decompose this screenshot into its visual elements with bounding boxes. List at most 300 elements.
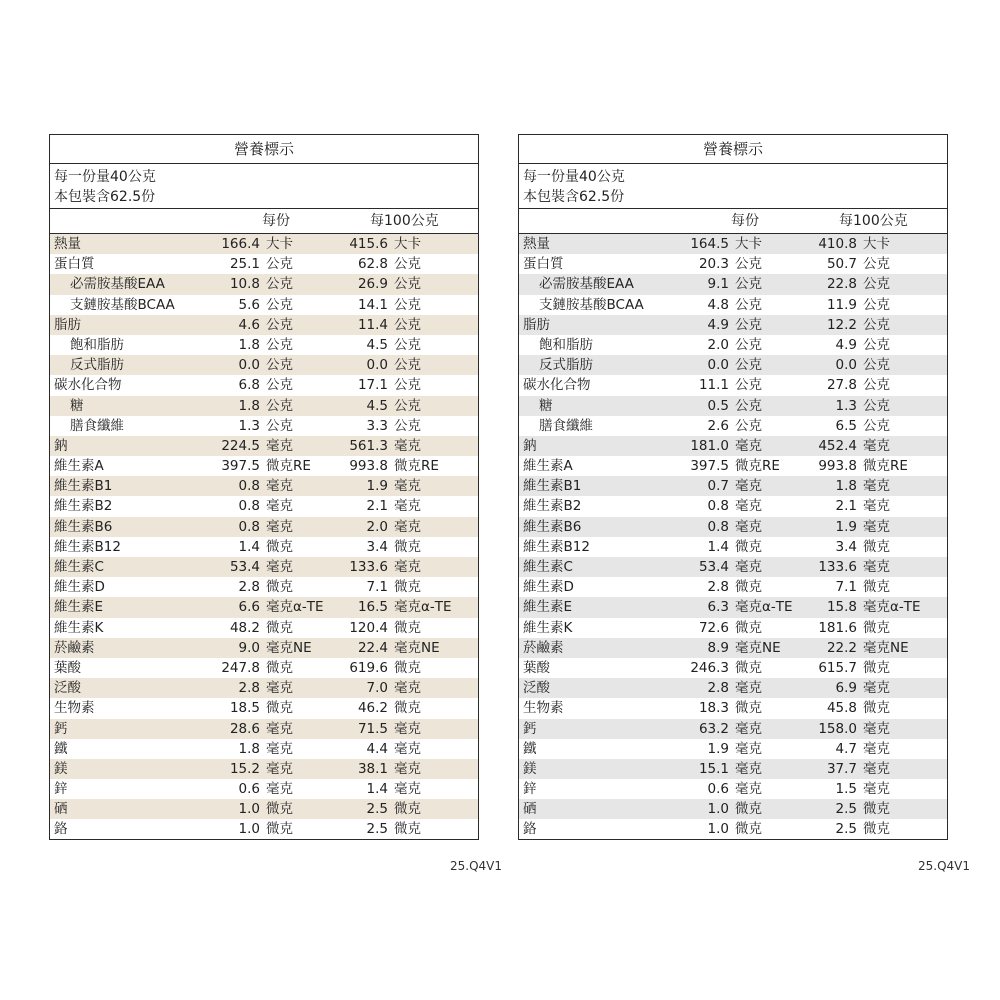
nutrient-row — [519, 759, 947, 779]
per-100g-value: 38.1 — [357, 760, 388, 777]
per-serving-unit: 微克 — [735, 659, 762, 676]
per-serving-unit: 毫克 — [266, 437, 293, 454]
nutrient-name: 維生素D — [523, 579, 574, 596]
per-serving-unit: 公克 — [735, 357, 762, 374]
per-serving-value: 5.6 — [238, 296, 260, 313]
per-100g-unit: 公克 — [863, 276, 890, 293]
per-serving-unit: 毫克 — [266, 740, 293, 757]
nutrient-row — [519, 537, 947, 557]
per-serving-unit: 毫克 — [735, 518, 762, 535]
per-100g-value: 3.4 — [366, 538, 388, 555]
nutrient-name: 鋅 — [54, 781, 68, 798]
per-100g-value: 22.2 — [826, 639, 857, 656]
nutrient-name: 碳水化合物 — [523, 377, 591, 394]
nutrient-row — [519, 618, 947, 638]
nutrient-name: 糖 — [70, 397, 84, 414]
nutrient-name: 鋅 — [523, 781, 537, 798]
nutrient-name: 鎂 — [54, 760, 68, 777]
nutrient-row — [519, 295, 947, 315]
per-serving-unit: 微克RE — [735, 458, 780, 475]
per-serving-value: 15.2 — [229, 760, 260, 777]
nutrient-name: 維生素B6 — [523, 518, 582, 535]
per-serving-value: 166.4 — [221, 236, 260, 252]
per-100g-unit: 毫克 — [394, 680, 421, 697]
nutrient-name: 熱量 — [523, 236, 550, 252]
nutrient-row — [519, 819, 947, 839]
per-100g-unit: 毫克NE — [394, 639, 440, 656]
nutrient-name: 維生素A — [523, 458, 573, 475]
per-100g-unit: 微克RE — [863, 458, 908, 475]
nutrient-row — [519, 739, 947, 759]
per-100g-value: 561.3 — [349, 437, 388, 454]
nutrient-row — [50, 496, 478, 516]
per-serving-unit: 微克 — [735, 619, 762, 636]
per-serving-unit: 毫克 — [266, 498, 293, 515]
nutrient-name: 鈉 — [54, 437, 68, 454]
nutrient-name: 菸鹼素 — [54, 639, 95, 656]
per-100g-unit: 毫克 — [394, 518, 421, 535]
per-100g-value: 0.0 — [366, 357, 388, 374]
per-serving-unit: 公克 — [266, 296, 293, 313]
per-serving-unit: 毫克 — [266, 720, 293, 737]
nutrient-name: 飽和脂肪 — [70, 336, 124, 353]
per-100g-unit: 公克 — [394, 256, 421, 273]
nutrient-name: 泛酸 — [523, 680, 550, 697]
nutrient-name: 維生素B2 — [523, 498, 582, 515]
per-serving-unit: 公克 — [735, 296, 762, 313]
nutrient-row — [519, 557, 947, 577]
per-serving-value: 0.8 — [707, 518, 729, 535]
nutrient-name: 碳水化合物 — [54, 377, 122, 394]
per-100g-value: 133.6 — [818, 559, 857, 575]
per-100g-unit: 公克 — [863, 417, 890, 434]
per-100g-unit: 公克 — [394, 417, 421, 434]
per-100g-value: 615.7 — [818, 659, 857, 676]
per-serving-unit: 微克 — [266, 538, 293, 555]
nutrient-name: 維生素B1 — [523, 478, 582, 495]
per-100g-value: 7.0 — [366, 680, 388, 697]
per-100g-unit: 微克 — [394, 700, 421, 717]
nutrient-row — [50, 739, 478, 759]
nutrient-name: 維生素K — [523, 619, 573, 636]
per-100g-unit: 公克 — [394, 357, 421, 374]
per-serving-unit: 微克 — [266, 579, 293, 596]
nutrient-row — [519, 274, 947, 294]
per-serving-value: 53.4 — [698, 559, 729, 575]
nutrient-rows — [519, 234, 947, 840]
per-100g-unit: 毫克 — [863, 437, 890, 454]
per-100g-value: 15.8 — [826, 599, 857, 616]
per-100g-unit: 微克 — [863, 579, 890, 596]
nutrient-name: 維生素B2 — [54, 498, 113, 515]
per-100g-value: 1.9 — [366, 478, 388, 495]
per-serving-unit: 微克 — [266, 659, 293, 676]
per-100g-value: 1.8 — [835, 478, 857, 495]
per-serving-value: 63.2 — [698, 720, 729, 737]
nutrient-row — [50, 759, 478, 779]
per-serving-unit: 公克 — [735, 336, 762, 353]
per-100g-unit: 微克RE — [394, 458, 439, 475]
nutrient-row — [519, 476, 947, 496]
col-per-serving: 每份 — [262, 213, 290, 229]
per-serving-value: 246.3 — [690, 659, 729, 676]
per-100g-value: 17.1 — [357, 377, 388, 394]
per-serving-value: 397.5 — [690, 458, 729, 475]
per-serving-value: 2.8 — [707, 680, 729, 697]
per-100g-value: 1.3 — [835, 397, 857, 414]
per-100g-unit: 微克 — [863, 821, 890, 838]
per-100g-value: 11.4 — [357, 316, 388, 333]
per-100g-value: 22.8 — [826, 276, 857, 293]
nutrient-rows — [50, 234, 478, 840]
per-serving-value: 9.1 — [707, 276, 729, 293]
per-100g-unit: 微克 — [863, 801, 890, 818]
per-serving-value: 1.0 — [707, 821, 729, 838]
version-code: 25.Q4V1 — [918, 859, 971, 873]
nutrient-row — [519, 234, 947, 254]
per-serving-value: 15.1 — [698, 760, 729, 777]
per-100g-value: 181.6 — [818, 619, 857, 636]
per-serving-value: 1.4 — [238, 538, 260, 555]
per-serving-value: 0.8 — [238, 498, 260, 515]
per-serving-value: 0.6 — [707, 781, 729, 798]
per-serving-unit: 微克 — [735, 579, 762, 596]
per-serving-value: 0.8 — [707, 498, 729, 515]
nutrient-row — [50, 295, 478, 315]
per-serving-unit: 公克 — [735, 276, 762, 293]
per-serving-unit: 公克 — [735, 397, 762, 414]
per-100g-value: 4.4 — [366, 740, 388, 757]
per-100g-value: 3.3 — [366, 417, 388, 434]
nutrient-name: 維生素B12 — [54, 538, 121, 555]
per-100g-unit: 毫克 — [863, 781, 890, 798]
per-100g-unit: 公克 — [394, 316, 421, 333]
per-100g-value: 158.0 — [818, 720, 857, 737]
per-100g-value: 993.8 — [349, 458, 388, 475]
nutrient-row — [50, 335, 478, 355]
per-100g-value: 2.5 — [366, 801, 388, 818]
per-serving-unit: 毫克α-TE — [266, 599, 324, 616]
per-100g-value: 2.5 — [366, 821, 388, 838]
per-100g-value: 6.5 — [835, 417, 857, 434]
nutrient-row — [519, 577, 947, 597]
per-serving-value: 18.5 — [229, 700, 260, 717]
per-serving-value: 0.8 — [238, 518, 260, 535]
per-100g-unit: 公克 — [394, 377, 421, 394]
nutrient-name: 維生素D — [54, 579, 105, 596]
nutrient-row — [519, 254, 947, 274]
per-100g-value: 50.7 — [826, 256, 857, 273]
per-serving-value: 10.8 — [229, 276, 260, 293]
col-per-100g: 每100公克 — [839, 213, 908, 229]
per-100g-unit: 公克 — [394, 296, 421, 313]
nutrient-row — [50, 819, 478, 839]
per-serving-value: 224.5 — [221, 437, 260, 454]
nutrient-name: 生物素 — [54, 700, 95, 717]
per-serving-value: 25.1 — [229, 256, 260, 273]
per-serving-unit: 毫克 — [266, 559, 293, 575]
per-100g-value: 1.5 — [835, 781, 857, 798]
nutrient-name: 必需胺基酸EAA — [70, 276, 165, 293]
nutrient-name: 鉻 — [523, 821, 537, 838]
per-serving-unit: 公克 — [266, 357, 293, 374]
per-100g-unit: 微克 — [394, 579, 421, 596]
nutrition-label-right — [518, 134, 948, 840]
nutrient-row — [519, 375, 947, 395]
per-serving-unit: 公克 — [266, 417, 293, 434]
per-serving-value: 4.6 — [238, 316, 260, 333]
nutrient-row — [50, 476, 478, 496]
nutrient-row — [50, 355, 478, 375]
per-100g-value: 27.8 — [826, 377, 857, 394]
per-serving-unit: 毫克 — [266, 478, 293, 495]
per-100g-unit: 公克 — [863, 256, 890, 273]
per-serving-value: 1.3 — [238, 417, 260, 434]
per-serving-unit: 微克 — [735, 801, 762, 818]
per-100g-value: 22.4 — [357, 639, 388, 656]
per-100g-value: 2.0 — [366, 518, 388, 535]
per-serving-unit: 微克 — [266, 801, 293, 818]
per-serving-unit: 微克 — [735, 700, 762, 717]
nutrient-name: 蛋白質 — [523, 256, 564, 273]
nutrient-name: 膳食纖維 — [70, 417, 124, 434]
per-100g-unit: 毫克 — [394, 437, 421, 454]
per-serving-unit: 毫克 — [735, 559, 762, 575]
serving-info — [519, 164, 947, 209]
per-100g-value: 4.9 — [835, 336, 857, 353]
per-serving-value: 1.0 — [707, 801, 729, 818]
per-serving-unit: 公克 — [735, 316, 762, 333]
nutrient-row — [50, 638, 478, 658]
nutrient-row — [519, 678, 947, 698]
nutrient-name: 泛酸 — [54, 680, 81, 697]
nutrient-row — [50, 375, 478, 395]
per-100g-value: 415.6 — [349, 236, 388, 252]
per-serving-unit: 大卡 — [266, 236, 293, 252]
nutrient-row — [519, 658, 947, 678]
nutrient-name: 維生素C — [54, 559, 104, 575]
column-header — [519, 209, 947, 234]
col-per-serving: 每份 — [731, 213, 759, 229]
per-serving-value: 2.8 — [238, 579, 260, 596]
per-serving-unit: 微克 — [266, 821, 293, 838]
per-serving-unit: 公克 — [266, 316, 293, 333]
per-serving-value: 0.8 — [238, 478, 260, 495]
version-code: 25.Q4V1 — [450, 859, 503, 873]
per-100g-value: 7.1 — [366, 579, 388, 596]
per-100g-unit: 毫克α-TE — [863, 599, 921, 616]
per-100g-unit: 公克 — [394, 336, 421, 353]
per-100g-value: 3.4 — [835, 538, 857, 555]
per-100g-value: 14.1 — [357, 296, 388, 313]
per-serving-unit: 公克 — [735, 417, 762, 434]
per-100g-value: 410.8 — [818, 236, 857, 252]
per-serving-value: 2.8 — [707, 579, 729, 596]
nutrient-row — [50, 274, 478, 294]
per-serving-unit: 毫克 — [266, 518, 293, 535]
nutrient-row — [50, 577, 478, 597]
nutrient-row — [50, 658, 478, 678]
nutrient-name: 維生素C — [523, 559, 573, 575]
per-serving-value: 1.4 — [707, 538, 729, 555]
nutrient-name: 蛋白質 — [54, 256, 95, 273]
per-serving-unit: 毫克 — [266, 680, 293, 697]
nutrient-row — [519, 638, 947, 658]
serving-info — [50, 164, 478, 209]
nutrient-name: 維生素B12 — [523, 538, 590, 555]
per-100g-unit: 微克 — [394, 538, 421, 555]
per-serving-unit: 微克RE — [266, 458, 311, 475]
per-100g-unit: 毫克NE — [863, 639, 909, 656]
per-100g-value: 2.1 — [366, 498, 388, 515]
per-100g-value: 2.1 — [835, 498, 857, 515]
nutrient-name: 飽和脂肪 — [539, 336, 593, 353]
per-serving-value: 1.9 — [707, 740, 729, 757]
nutrient-row — [519, 719, 947, 739]
per-100g-unit: 毫克 — [394, 559, 421, 575]
nutrient-name: 鈉 — [523, 437, 537, 454]
per-serving-value: 9.0 — [238, 639, 260, 656]
col-per-100g: 每100公克 — [370, 213, 439, 229]
label-title: 營養標示 — [50, 135, 478, 164]
nutrient-row — [50, 436, 478, 456]
per-100g-unit: 微克 — [394, 821, 421, 838]
servings-per-pack: 本包裝含62.5份 — [54, 189, 156, 205]
nutrient-row — [519, 799, 947, 819]
nutrient-row — [50, 719, 478, 739]
per-serving-value: 181.0 — [690, 437, 729, 454]
per-serving-value: 28.6 — [229, 720, 260, 737]
per-serving-value: 4.8 — [707, 296, 729, 313]
nutrient-name: 脂肪 — [523, 316, 550, 333]
nutrient-row — [519, 355, 947, 375]
per-100g-unit: 公克 — [863, 296, 890, 313]
per-serving-unit: 毫克 — [266, 760, 293, 777]
nutrient-row — [50, 537, 478, 557]
label-title: 營養標示 — [519, 135, 947, 164]
per-100g-unit: 公克 — [863, 316, 890, 333]
per-100g-unit: 微克 — [394, 659, 421, 676]
per-100g-value: 1.9 — [835, 518, 857, 535]
nutrient-row — [519, 597, 947, 617]
nutrient-row — [519, 517, 947, 537]
per-100g-value: 7.1 — [835, 579, 857, 596]
per-100g-value: 1.4 — [366, 781, 388, 798]
per-serving-value: 1.0 — [238, 801, 260, 818]
per-serving-value: 0.7 — [707, 478, 729, 495]
nutrient-name: 葉酸 — [523, 659, 550, 676]
per-100g-unit: 毫克 — [863, 559, 890, 575]
per-100g-value: 619.6 — [349, 659, 388, 676]
per-100g-unit: 微克 — [394, 619, 421, 636]
per-100g-value: 46.2 — [357, 700, 388, 717]
nutrient-row — [50, 234, 478, 254]
per-serving-unit: 毫克 — [735, 680, 762, 697]
per-serving-value: 0.6 — [238, 781, 260, 798]
nutrient-name: 生物素 — [523, 700, 564, 717]
per-serving-unit: 微克 — [266, 619, 293, 636]
nutrient-name: 維生素B1 — [54, 478, 113, 495]
nutrient-row — [519, 456, 947, 476]
per-100g-unit: 大卡 — [863, 236, 890, 252]
per-serving-value: 247.8 — [221, 659, 260, 676]
per-serving-value: 20.3 — [698, 256, 729, 273]
nutrient-name: 菸鹼素 — [523, 639, 564, 656]
per-100g-value: 4.5 — [366, 397, 388, 414]
nutrition-label-left — [49, 134, 479, 840]
nutrient-name: 脂肪 — [54, 316, 81, 333]
per-100g-unit: 毫克 — [863, 760, 890, 777]
per-100g-value: 26.9 — [357, 276, 388, 293]
per-serving-value: 53.4 — [229, 559, 260, 575]
per-100g-unit: 毫克 — [394, 781, 421, 798]
nutrient-row — [519, 698, 947, 718]
nutrient-row — [519, 396, 947, 416]
nutrient-name: 支鏈胺基酸BCAA — [70, 296, 175, 313]
per-100g-value: 6.9 — [835, 680, 857, 697]
nutrient-name: 維生素A — [54, 458, 104, 475]
nutrient-name: 鐵 — [523, 740, 537, 757]
per-serving-value: 1.8 — [238, 740, 260, 757]
per-100g-unit: 毫克 — [394, 498, 421, 515]
per-serving-unit: 毫克 — [735, 498, 762, 515]
per-serving-value: 11.1 — [698, 377, 729, 394]
per-100g-unit: 微克 — [863, 700, 890, 717]
per-serving-value: 2.0 — [707, 336, 729, 353]
per-serving-unit: 公克 — [266, 377, 293, 394]
per-serving-value: 164.5 — [690, 236, 729, 252]
per-100g-value: 16.5 — [357, 599, 388, 616]
per-serving-unit: 微克 — [266, 700, 293, 717]
per-serving-value: 6.6 — [238, 599, 260, 616]
per-100g-unit: 毫克 — [394, 720, 421, 737]
per-serving-unit: 毫克 — [735, 760, 762, 777]
per-serving-unit: 公克 — [266, 336, 293, 353]
per-serving-unit: 毫克NE — [735, 639, 781, 656]
per-100g-unit: 公克 — [394, 397, 421, 414]
nutrient-row — [50, 779, 478, 799]
per-100g-unit: 毫克 — [394, 760, 421, 777]
per-100g-unit: 毫克 — [394, 740, 421, 757]
nutrient-row — [50, 698, 478, 718]
per-100g-unit: 毫克 — [863, 498, 890, 515]
per-serving-value: 2.8 — [238, 680, 260, 697]
nutrient-name: 維生素E — [523, 599, 573, 616]
per-100g-value: 62.8 — [357, 256, 388, 273]
per-serving-value: 6.3 — [707, 599, 729, 616]
nutrient-row — [50, 678, 478, 698]
per-100g-value: 993.8 — [818, 458, 857, 475]
per-100g-unit: 微克 — [863, 619, 890, 636]
per-100g-unit: 微克 — [863, 538, 890, 555]
per-100g-unit: 公克 — [863, 357, 890, 374]
nutrient-name: 鈣 — [523, 720, 537, 737]
per-100g-unit: 公克 — [863, 397, 890, 414]
per-serving-unit: 毫克 — [735, 478, 762, 495]
per-100g-unit: 毫克 — [863, 518, 890, 535]
per-100g-unit: 毫克 — [394, 478, 421, 495]
per-100g-unit: 毫克 — [863, 740, 890, 757]
per-serving-value: 72.6 — [698, 619, 729, 636]
nutrient-row — [50, 416, 478, 436]
per-serving-unit: 公克 — [735, 256, 762, 273]
per-serving-unit: 微克 — [735, 821, 762, 838]
per-serving-value: 4.9 — [707, 316, 729, 333]
per-serving-unit: 毫克 — [735, 720, 762, 737]
serving-size: 每一份量40公克 — [523, 169, 625, 185]
per-100g-value: 133.6 — [349, 559, 388, 575]
per-100g-value: 11.9 — [826, 296, 857, 313]
